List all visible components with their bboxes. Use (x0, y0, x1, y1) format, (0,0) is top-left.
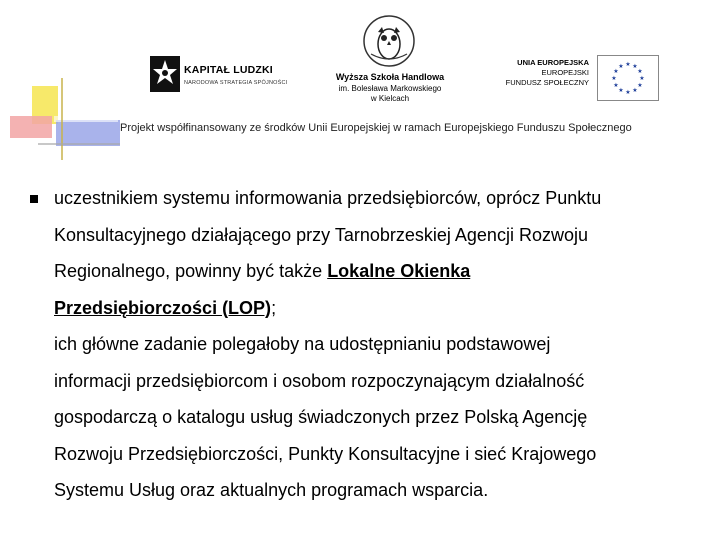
bullet-line-3-text: Regionalnego, powinny być także (54, 261, 328, 281)
lop-terminator: ; (271, 297, 277, 318)
paragraph-line-5: Systemu Usług oraz aktualnych programach wsparcia. (54, 480, 489, 500)
main-content (30, 180, 680, 509)
bullet-line-1: uczestnikiem systemu informowania przedsiębiorców, oprócz Punktu (54, 188, 602, 208)
svg-text:★: ★ (613, 68, 619, 75)
svg-text:★: ★ (639, 75, 645, 82)
svg-text:★: ★ (637, 68, 643, 75)
lop-term-part-1: Lokalne Okienka (327, 261, 471, 281)
bullet-item (30, 180, 680, 326)
kapital-ludzki-title: KAPITAŁ LUDZKI (184, 64, 273, 76)
svg-text:★: ★ (625, 89, 631, 96)
decorative-corner-graphic (0, 70, 120, 162)
svg-text:★: ★ (637, 82, 643, 89)
svg-text:★: ★ (625, 61, 631, 68)
wsh-patron: im. Bolesława Markowskiego (338, 84, 442, 93)
eu-efs-text (505, 58, 589, 88)
wsh-logo (325, 14, 455, 106)
bullet-line-3 (54, 253, 680, 290)
kapital-ludzki-subtitle: NARODOWA STRATEGIA SPÓJNOŚCI (184, 80, 288, 86)
description-paragraph (30, 326, 680, 509)
lop-term-part-2: Przedsiębiorczości (LOP) (54, 297, 272, 318)
svg-text:★: ★ (632, 63, 638, 70)
eu-efs-logo (505, 55, 657, 103)
svg-text:★: ★ (618, 87, 624, 94)
paragraph-line-3: gospodarczą o katalogu usług świadczonych przez Polską Agencję (54, 407, 588, 427)
square-bullet-icon (30, 195, 38, 203)
wsh-name: Wyższa Szkoła Handlowa (335, 72, 445, 82)
wsh-city: w Kielcach (370, 94, 410, 103)
bullet-line-4 (54, 290, 680, 327)
svg-text:★: ★ (632, 87, 638, 94)
svg-text:★: ★ (611, 75, 617, 82)
eu-flag-icon (597, 55, 659, 101)
paragraph-line-1: ich główne zadanie polegałoby na udostępnianiu podstawowej (54, 334, 551, 354)
eu-union-label: UNIA EUROPEJSKA (517, 58, 589, 67)
kapital-ludzki-emblem-icon (150, 56, 180, 92)
eu-european-label: EUROPEJSKI (541, 68, 589, 77)
svg-text:★: ★ (618, 63, 624, 70)
owl-emblem-icon (363, 14, 415, 68)
bullet-line-2: Konsultacyjnego działającego przy Tarnobrzeskiej Agencji Rozwoju (54, 224, 588, 245)
paragraph-line-4: Rozwoju Przedsiębiorczości, Punkty Konsultacyjne i sieć Krajowego (54, 443, 597, 464)
svg-text:★: ★ (613, 82, 619, 89)
paragraph-line-2: informacji przedsiębiorcom i osobom rozpoczynającym działalność (54, 370, 585, 391)
funding-note: Projekt współfinansowany ze środków Unii Europejskiej w ramach Europejskiego Funduszu Społecznego (120, 122, 632, 134)
eu-fund-label: FUNDUSZ SPOŁECZNY (505, 78, 589, 87)
kapital-ludzki-logo (150, 52, 290, 100)
